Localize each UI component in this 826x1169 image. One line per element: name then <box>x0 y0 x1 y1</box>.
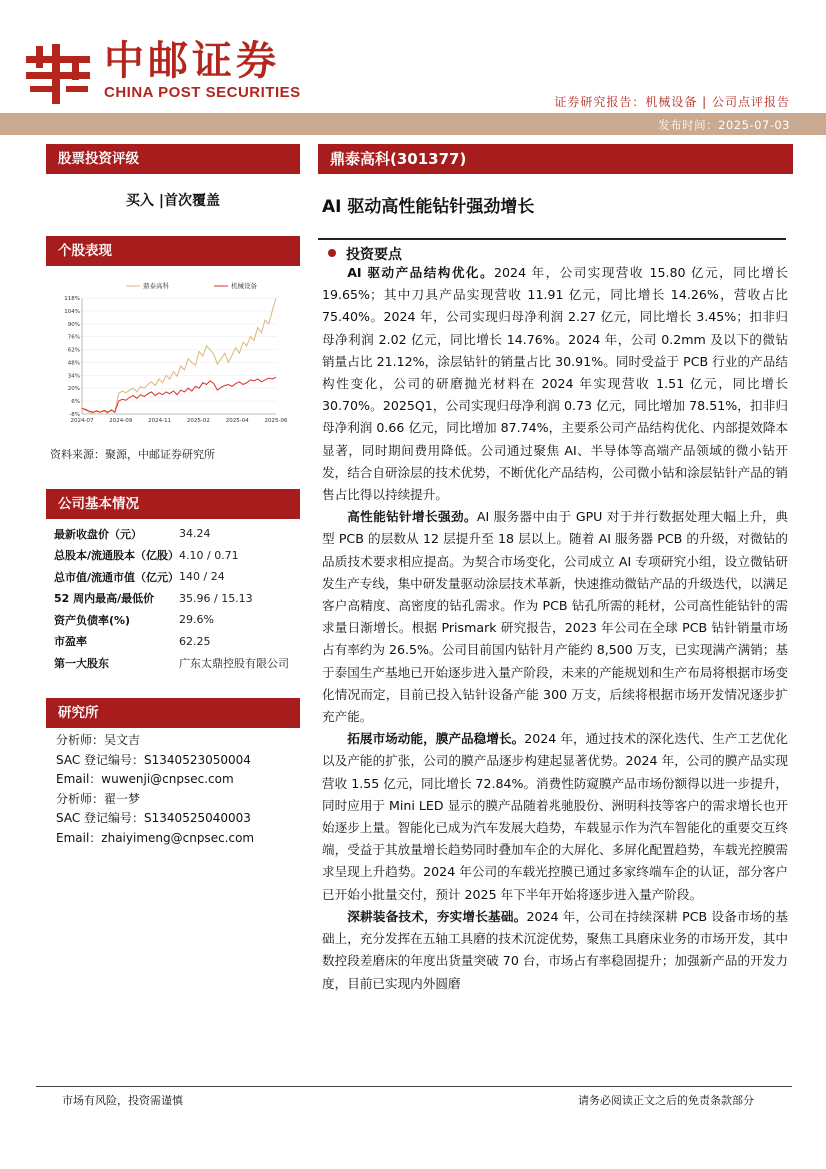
x-tick-label: 2024-07 <box>70 418 94 424</box>
x-tick-label: 2025-06 <box>264 418 288 424</box>
basic-info-value: 62.25 <box>179 634 211 648</box>
paragraph-lead: 拓展市场动能，膜产品稳增长。 <box>347 731 525 747</box>
basic-info-value: 34.24 <box>179 527 211 541</box>
y-tick-label: 20% <box>67 386 80 393</box>
basic-info-key: 资产负债率(%) <box>54 613 131 627</box>
paragraph-lead: 深耕装备技术，夯实增长基础。 <box>347 908 527 924</box>
basic-info-key: 最新收盘价（元） <box>54 527 142 541</box>
body-paragraph <box>322 728 788 906</box>
y-tick-label: -8% <box>69 412 80 418</box>
body-paragraph <box>322 262 788 506</box>
report-body <box>322 262 788 995</box>
basic-info-row <box>54 652 289 674</box>
brand-name-en: CHINA POST SECURITIES <box>104 84 301 101</box>
body-paragraph <box>322 506 788 728</box>
basic-info-value: 140 / 24 <box>179 570 225 584</box>
bullet-icon <box>328 249 336 257</box>
analyst-line: Email：wuwenji@cnpsec.com <box>56 772 234 787</box>
x-tick-label: 2024-09 <box>109 418 133 424</box>
china-post-logo-icon <box>22 42 94 108</box>
basic-info-row <box>54 588 289 610</box>
investment-highlights-heading: 投资要点 <box>346 247 402 263</box>
y-tick-label: 90% <box>67 321 80 328</box>
analyst-info <box>56 731 254 849</box>
x-tick-label: 2024-11 <box>148 418 172 424</box>
analyst-line: 分析师：吴文吉 <box>56 733 141 747</box>
rating-section-header: 股票投资评级 <box>46 144 300 174</box>
series-line-1 <box>82 377 276 412</box>
series-line-0 <box>82 298 276 413</box>
research-section-header: 研究所 <box>46 698 300 728</box>
y-tick-label: 104% <box>64 308 80 315</box>
basic-info-key: 总股本/流通股本（亿股） <box>54 549 180 563</box>
title-divider <box>318 238 786 240</box>
paragraph-text: 2024 年，通过技术的深化迭代、生产工艺优化以及产能的扩张，公司的膜产品逐步构建起显著优势。2024 年，公司的膜产品实现营收 1.55 亿元，同比增长 72.84%。消费性防窥膜产品市场份额得以进一步提升，同时应用于 Mini LED 显示的膜产品随着兆驰股份、洲明科技等客户的需求增长也开始逐步上量。智能化已成为汽车发展大趋势，车载显示作为汽车智能化的重要交互终端，受益于其放量增长趋势同时叠加车企的大屏化、多屏化配置趋势，车载光控膜需求呈现上升趋势。2024 年公司的车载光控膜已通过多家终端车企的认证，部分客户已开始小批量交付，预计 2025 年下半年开始将逐步进入量产阶段。 <box>322 731 788 902</box>
performance-section-header: 个股表现 <box>46 236 300 266</box>
y-tick-label: 34% <box>67 373 80 380</box>
basic-info-row <box>54 609 289 631</box>
paragraph-text: AI 服务器中由于 GPU 对于并行数据处理大幅上升，典型 PCB 的层数从 12 层提升至 18 层以上。随着 AI 服务器 PCB 的升级，对微钻的品质技术要求相应提高。为契合市场变化，公司成立 AI 专项研究小组，设立微钻研发生产专线，集中研发量驱动涂层技术革新，快速推动微钻产品的升级迭代，以满足客户高精度、高密度的钻孔需求。作为 PCB 钻孔所需的耗材，公司高性能钻针的需求量日渐增长。根据 Prismark 研究报告，2023 年公司在全球 PCB 钻针销量市场占有率约为 26.5%。公司目前国内钻针月产能约 8,500 万支，已实现满产满销；基于泰国生产基地已开始逐步进入量产阶段，未来的产能规划和生产布局将根据市场变化情况而定，目前已投入钻针设备产能 300 万支，后续将根据市场开发情况逐步扩充产能。 <box>322 509 788 725</box>
basic-info-section-header: 公司基本情况 <box>46 489 300 519</box>
basic-info-key: 第一大股东 <box>54 656 109 670</box>
y-tick-label: 62% <box>67 347 80 354</box>
basic-info-row <box>54 523 289 545</box>
basic-info-value: 35.96 / 15.13 <box>179 591 253 605</box>
report-title: AI 驱动高性能钻针强劲增长 <box>322 197 535 217</box>
basic-info-key: 52 周内最高/最低价 <box>54 592 155 606</box>
basic-info-key: 市盈率 <box>54 635 87 649</box>
basic-info-table <box>54 523 289 674</box>
y-tick-label: 76% <box>67 334 80 341</box>
analyst-line: SAC 登记编号：S1340525040003 <box>56 811 251 826</box>
basic-info-value: 广东太鼎控股有限公司 <box>179 656 289 670</box>
paragraph-text: 2024 年，公司实现营收 15.80 亿元，同比增长 19.65%；其中刀具产品实现营收 11.91 亿元，同比增长 14.26%，营收占比 75.40%。2024 年，公司实现归母净利润 2.27 亿元，同比增长 3.45%；扣非归母净利润 2.02 亿元，同比增长 14.76%。2024 年，公司 0.2mm 及以下的微钻销量占比 21.12%，涂层钻针的销量占比 30.91%。同时受益于 PCB 行业的产品结构性变化，公司的研磨抛光材料在 2024 年实现营收 1.51 亿元，同比增长 30.70%。2025Q1，公司实现归母净利润 0.73 亿元，同比增加 78.51%，扣非归母净利润 0.66 亿元，同比增加 87.74%，主要系公司产品结构优化、内部提效降本显著，同时期间费用降低。公司通过聚焦 AI、半导体等高端产品领域的微小钻开发，结合自研涂层的技术优势，不断优化产品结构，公司微小钻和涂层钻针产品的销售占比得以持续提升。 <box>322 265 788 503</box>
basic-info-row <box>54 545 289 567</box>
basic-info-value: 4.10 / 0.71 <box>179 548 239 562</box>
x-tick-label: 2025-04 <box>225 418 249 424</box>
y-tick-label: 48% <box>67 360 80 367</box>
analyst-line: 分析师：翟一梦 <box>56 791 141 806</box>
y-tick-label: 6% <box>71 399 80 406</box>
disclaimer-notice: 请务必阅读正文之后的免责条款部分 <box>578 1094 754 1107</box>
report-type: 证券研究报告：机械设备 | 公司点评报告 <box>554 95 790 109</box>
paragraph-lead: AI 驱动产品结构优化。 <box>347 265 495 280</box>
footer-divider <box>36 1086 792 1087</box>
risk-warning: 市场有风险，投资需谨慎 <box>62 1094 183 1107</box>
brand-name-cn: 中邮证券 <box>104 38 280 84</box>
legend-label: 机械设备 <box>231 282 257 290</box>
chart-source: 资料来源：聚源，中邮证券研究所 <box>50 448 215 461</box>
analyst-line: Email：zhaiyimeng@cnpsec.com <box>56 830 255 845</box>
analyst-line: SAC 登记编号：S1340523050004 <box>56 752 251 767</box>
publish-date: 发布时间：2025-07-03 <box>658 118 790 132</box>
stock-rating: 买入 |首次覆盖 <box>126 193 220 209</box>
stock-performance-chart <box>46 268 296 438</box>
paragraph-text: 2024 年，公司在持续深耕 PCB 设备市场的基础上，充分发挥在五轴工具磨的技术沉淀优势，聚焦工具磨床业务的市场开发，其中数控段差磨床的年度出货量突破 70 台，市场占有率稳固提升；加强新产品的开发力度，目前已实现内外圆磨 <box>322 908 788 991</box>
company-name-bar: 鼎泰高科(301377) <box>318 144 793 174</box>
x-tick-label: 2025-02 <box>186 418 210 424</box>
basic-info-value: 29.6% <box>179 613 214 627</box>
body-paragraph <box>322 906 788 995</box>
basic-info-row <box>54 631 289 653</box>
paragraph-lead: 高性能钻针增长强劲。 <box>347 509 477 525</box>
basic-info-row <box>54 566 289 588</box>
y-tick-label: 118% <box>64 296 80 302</box>
basic-info-key: 总市值/流通市值（亿元） <box>54 570 180 584</box>
legend-label: 鼎泰高科 <box>143 282 169 290</box>
